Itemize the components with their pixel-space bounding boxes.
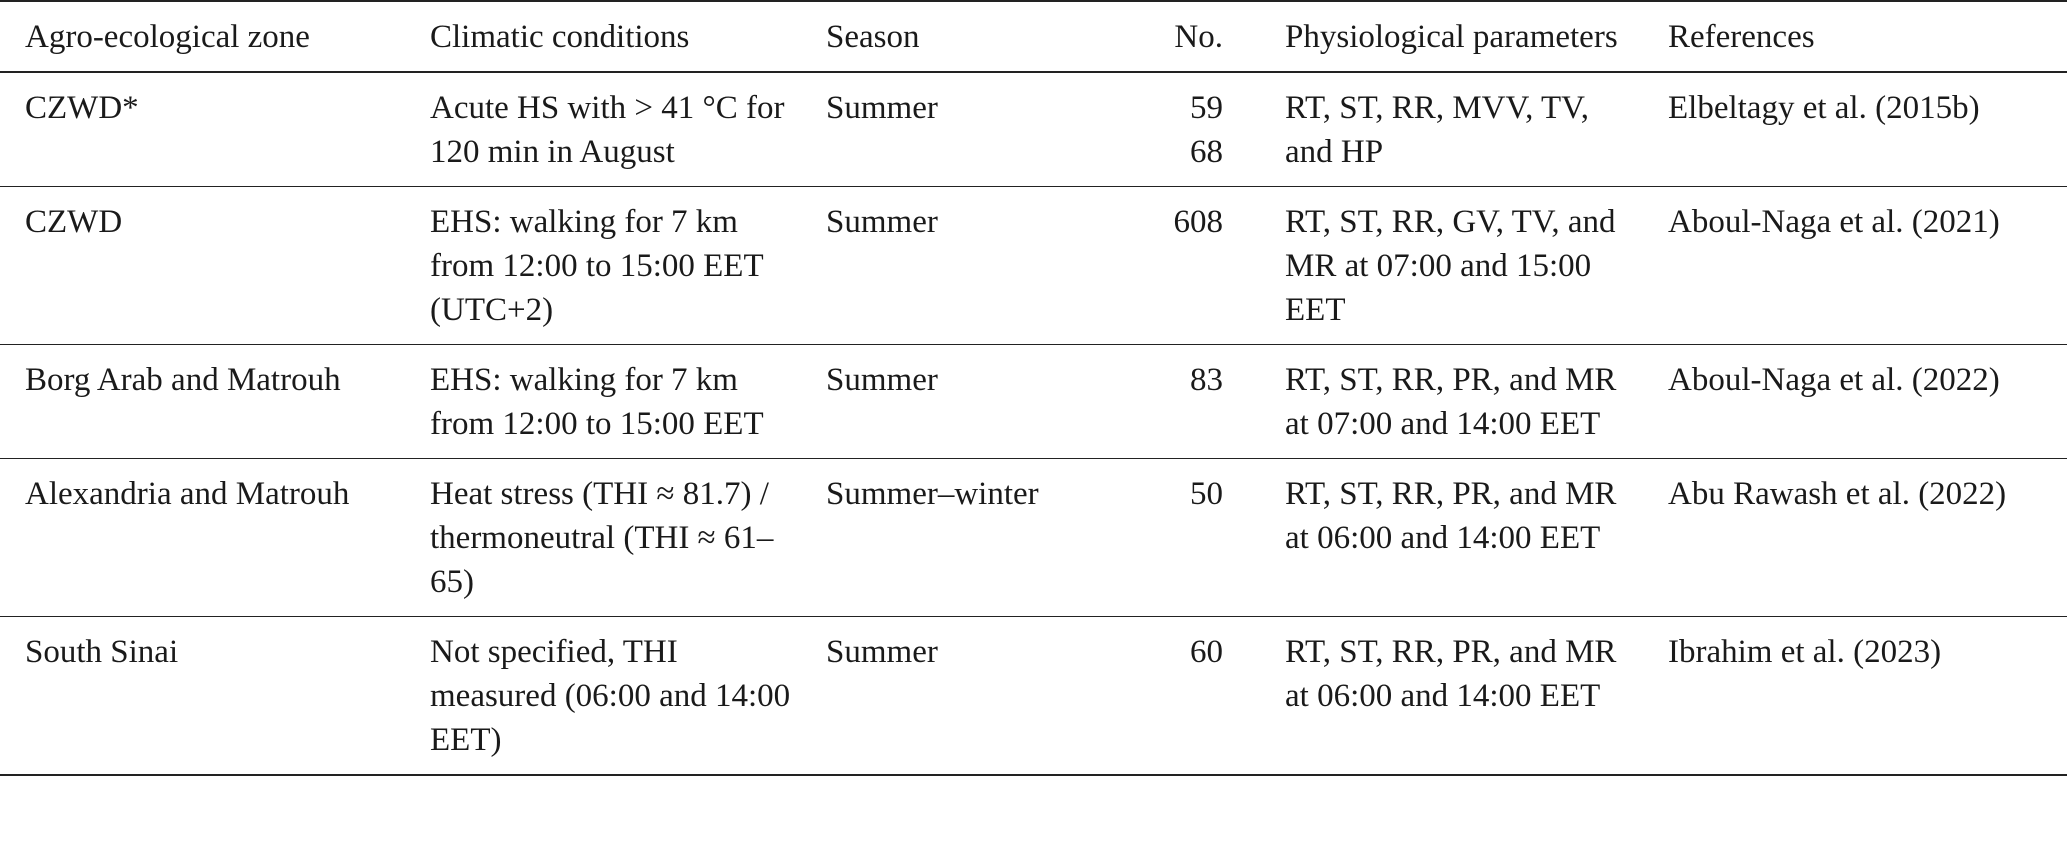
cell-season: Summer bbox=[826, 204, 938, 240]
cell-zone: South Sinai bbox=[25, 634, 179, 670]
cell-zone: CZWD bbox=[25, 204, 123, 240]
cell-physio: RT, ST, RR, PR, and MR at 06:00 and 14:00 EET bbox=[1285, 476, 1617, 556]
cell-reference: Ibrahim et al. (2023) bbox=[1668, 634, 1942, 670]
cell-reference: Abu Rawash et al. (2022) bbox=[1668, 476, 2007, 512]
cell-physio: RT, ST, RR, MVV, TV, and HP bbox=[1285, 90, 1589, 170]
header-physio: Physiological parameters bbox=[1285, 19, 1618, 55]
cell-no: 60 bbox=[1190, 634, 1223, 670]
table-row bbox=[0, 617, 2067, 776]
cell-season: Summer bbox=[826, 362, 938, 398]
table-row bbox=[0, 187, 2067, 345]
table-row bbox=[0, 459, 2067, 617]
cell-climate: Acute HS with > 41 °C for 120 min in August bbox=[430, 90, 785, 170]
header-no: No. bbox=[1174, 19, 1223, 55]
cell-climate: Heat stress (THI ≈ 81.7) / thermoneutral (THI ≈ 61–65) bbox=[430, 476, 774, 600]
cell-season: Summer bbox=[826, 634, 938, 670]
cell-physio: RT, ST, RR, GV, TV, and MR at 07:00 and 15:00 EET bbox=[1285, 204, 1616, 328]
cell-season: Summer bbox=[826, 90, 938, 126]
cell-reference: Elbeltagy et al. (2015b) bbox=[1668, 90, 1980, 126]
cell-no-value: 59 bbox=[1190, 90, 1223, 126]
cell-no: 50 bbox=[1190, 476, 1223, 512]
cell-climate: EHS: walking for 7 km from 12:00 to 15:00 EET bbox=[430, 362, 764, 442]
cell-zone: Borg Arab and Matrouh bbox=[25, 362, 341, 398]
cell-reference: Aboul-Naga et al. (2022) bbox=[1668, 362, 2000, 398]
cell-reference: Aboul-Naga et al. (2021) bbox=[1668, 204, 2000, 240]
cell-physio: RT, ST, RR, PR, and MR at 06:00 and 14:00 EET bbox=[1285, 634, 1617, 714]
header-climate: Climatic conditions bbox=[430, 19, 690, 55]
cell-zone: Alexandria and Matrouh bbox=[25, 476, 350, 512]
cell-climate: Not specified, THI measured (06:00 and 14:00 EET) bbox=[430, 634, 791, 758]
cell-no: 608 bbox=[1173, 204, 1223, 240]
cell-physio: RT, ST, RR, PR, and MR at 07:00 and 14:00 EET bbox=[1285, 362, 1617, 442]
header-season: Season bbox=[826, 19, 920, 55]
header-references: References bbox=[1668, 19, 1815, 55]
cell-climate: EHS: walking for 7 km from 12:00 to 15:00 EET (UTC+2) bbox=[430, 204, 764, 328]
table-row bbox=[0, 72, 2067, 187]
table-header-row bbox=[0, 1, 2067, 72]
cell-no bbox=[1169, 72, 1273, 187]
cell-no-value: 68 bbox=[1190, 134, 1223, 170]
cell-season: Summer–winter bbox=[826, 476, 1039, 512]
cell-zone: CZWD* bbox=[25, 90, 139, 126]
table-row bbox=[0, 345, 2067, 459]
cell-no: 83 bbox=[1190, 362, 1223, 398]
header-zone: Agro-ecological zone bbox=[25, 19, 310, 55]
